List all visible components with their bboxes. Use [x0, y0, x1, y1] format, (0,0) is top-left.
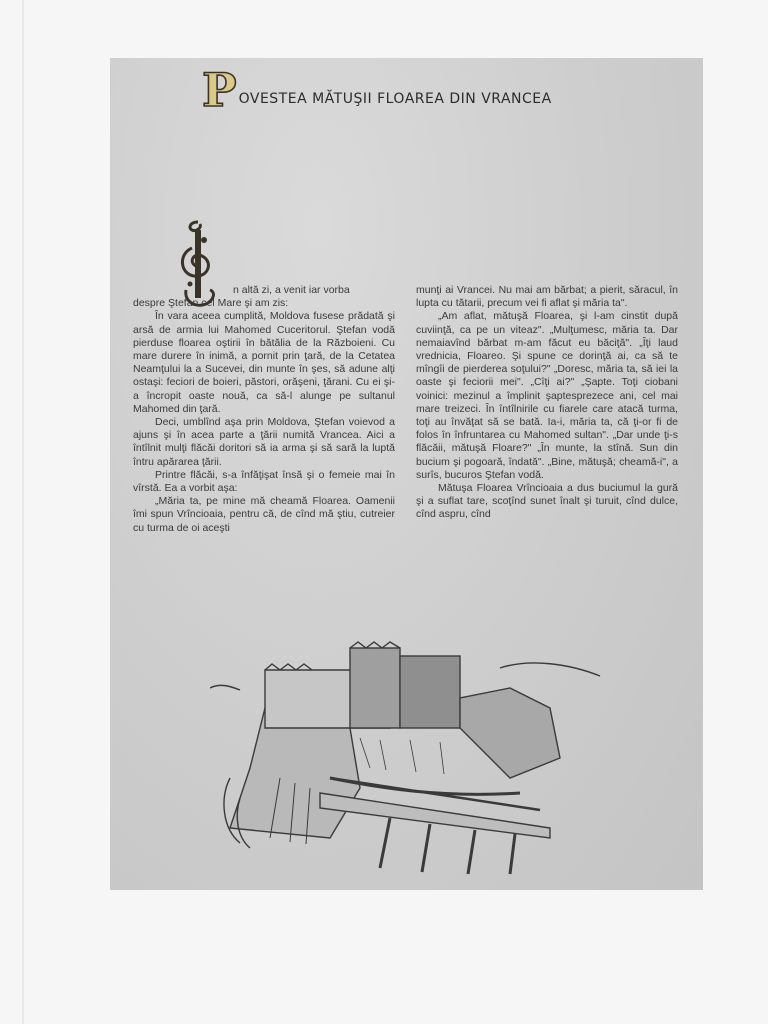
left-column — [133, 284, 395, 535]
paragraph: Deci, umblînd aşa prin Moldova, Ştefan voievod a ajuns şi în acea parte a ţării numită Vrancea. Aici a întîlnit mulţi flăcăi doritori să ia arma şi să sară la luptă întru apărarea ţării. — [133, 416, 395, 468]
paragraph: Mătuşa Floarea Vrîncioaia a dus buciumul la gură şi a suflat tare, scoţînd sunet înalt şi turuit, cînd dulce, cînd aspru, cînd — [416, 482, 678, 521]
paragraph: Printre flăcăi, s-a înfăţişat însă şi o femeie mai în vîrstă. Ea a vorbit aşa: — [133, 468, 395, 495]
title-text: OVESTEA MĂTUŞII FLOAREA DIN VRANCEA — [238, 91, 552, 107]
sheet-edge — [22, 0, 24, 1024]
first-line: n altă zi, a venit iar vorba — [233, 284, 350, 296]
castle-illustration — [210, 628, 610, 878]
paragraph: În vara aceea cumplită, Moldova fusese prădată şi arsă de armia lui Mahomed Cuceritorul. Ştefan vodă pierduse floarea oştirii în bătălia de la Războieni. Cu mare durere în inimă, a pornit prin ţară, de la Cetatea Neamţului la a Sucevei, din munte în şes, să adune alţi ostaşi: feciori de boieri, păstori, orăşeni, ţărani. Cu ei şi-a încropit oaste nouă, ca să-l alunge pe sultanul Mahomed din ţară. — [133, 310, 395, 415]
paragraph: munţi ai Vrancei. Nu mai am bărbat; a pierit, săracul, în lupta cu tătarii, precum vei fi aflat şi măria ta". — [416, 284, 678, 310]
right-column — [416, 284, 678, 522]
paragraph: „Am aflat, mătuşă Floarea, şi l-am cinstit după cuviinţă, ca pe un viteaz". „Mulţumesc, măria ta. Dar nemaiavînd bărbat m-am făcut eu băciţă". „Îţi laud vrednicia, Floareo. Şi spune ce dorinţă ai, ca să te mîngîi de pierderea soţului?" „Doresc, măria ta, să iei la oaste şi feciorii mei". „Cîţi ai?" „Şapte. Toţi ciobani voinici: mezinul a împlinit şaptesprezece ani, cel mai mare treizeci. În întîlnirile cu fiarele care atacă turma, toţi au învăţat să se bată. Ia-i, măria ta, că ţi-or fi de folos în înfruntarea cu Mahomed sultan". „Dar unde ţi-s flăcăii, mătuşă Floare?" „În munte, la stînă. Sun din bucium şi pogoară, îndată". „Bine, mătuşă; cheamă-i", a surîs, bucuros Ştefan vodă. — [416, 310, 678, 481]
paragraph — [133, 284, 395, 310]
paragraph-text: despre Ştefan cel Mare şi am zis: — [133, 297, 289, 310]
title-initial: P — [202, 63, 237, 117]
scanned-page — [110, 58, 703, 890]
paragraph: „Măria ta, pe mine mă cheamă Floarea. Oamenii îmi spun Vrîncioaia, pentru că, de cînd mă ştiu, cutreier cu turma de oi aceşti — [133, 495, 395, 534]
article-title — [202, 64, 682, 116]
